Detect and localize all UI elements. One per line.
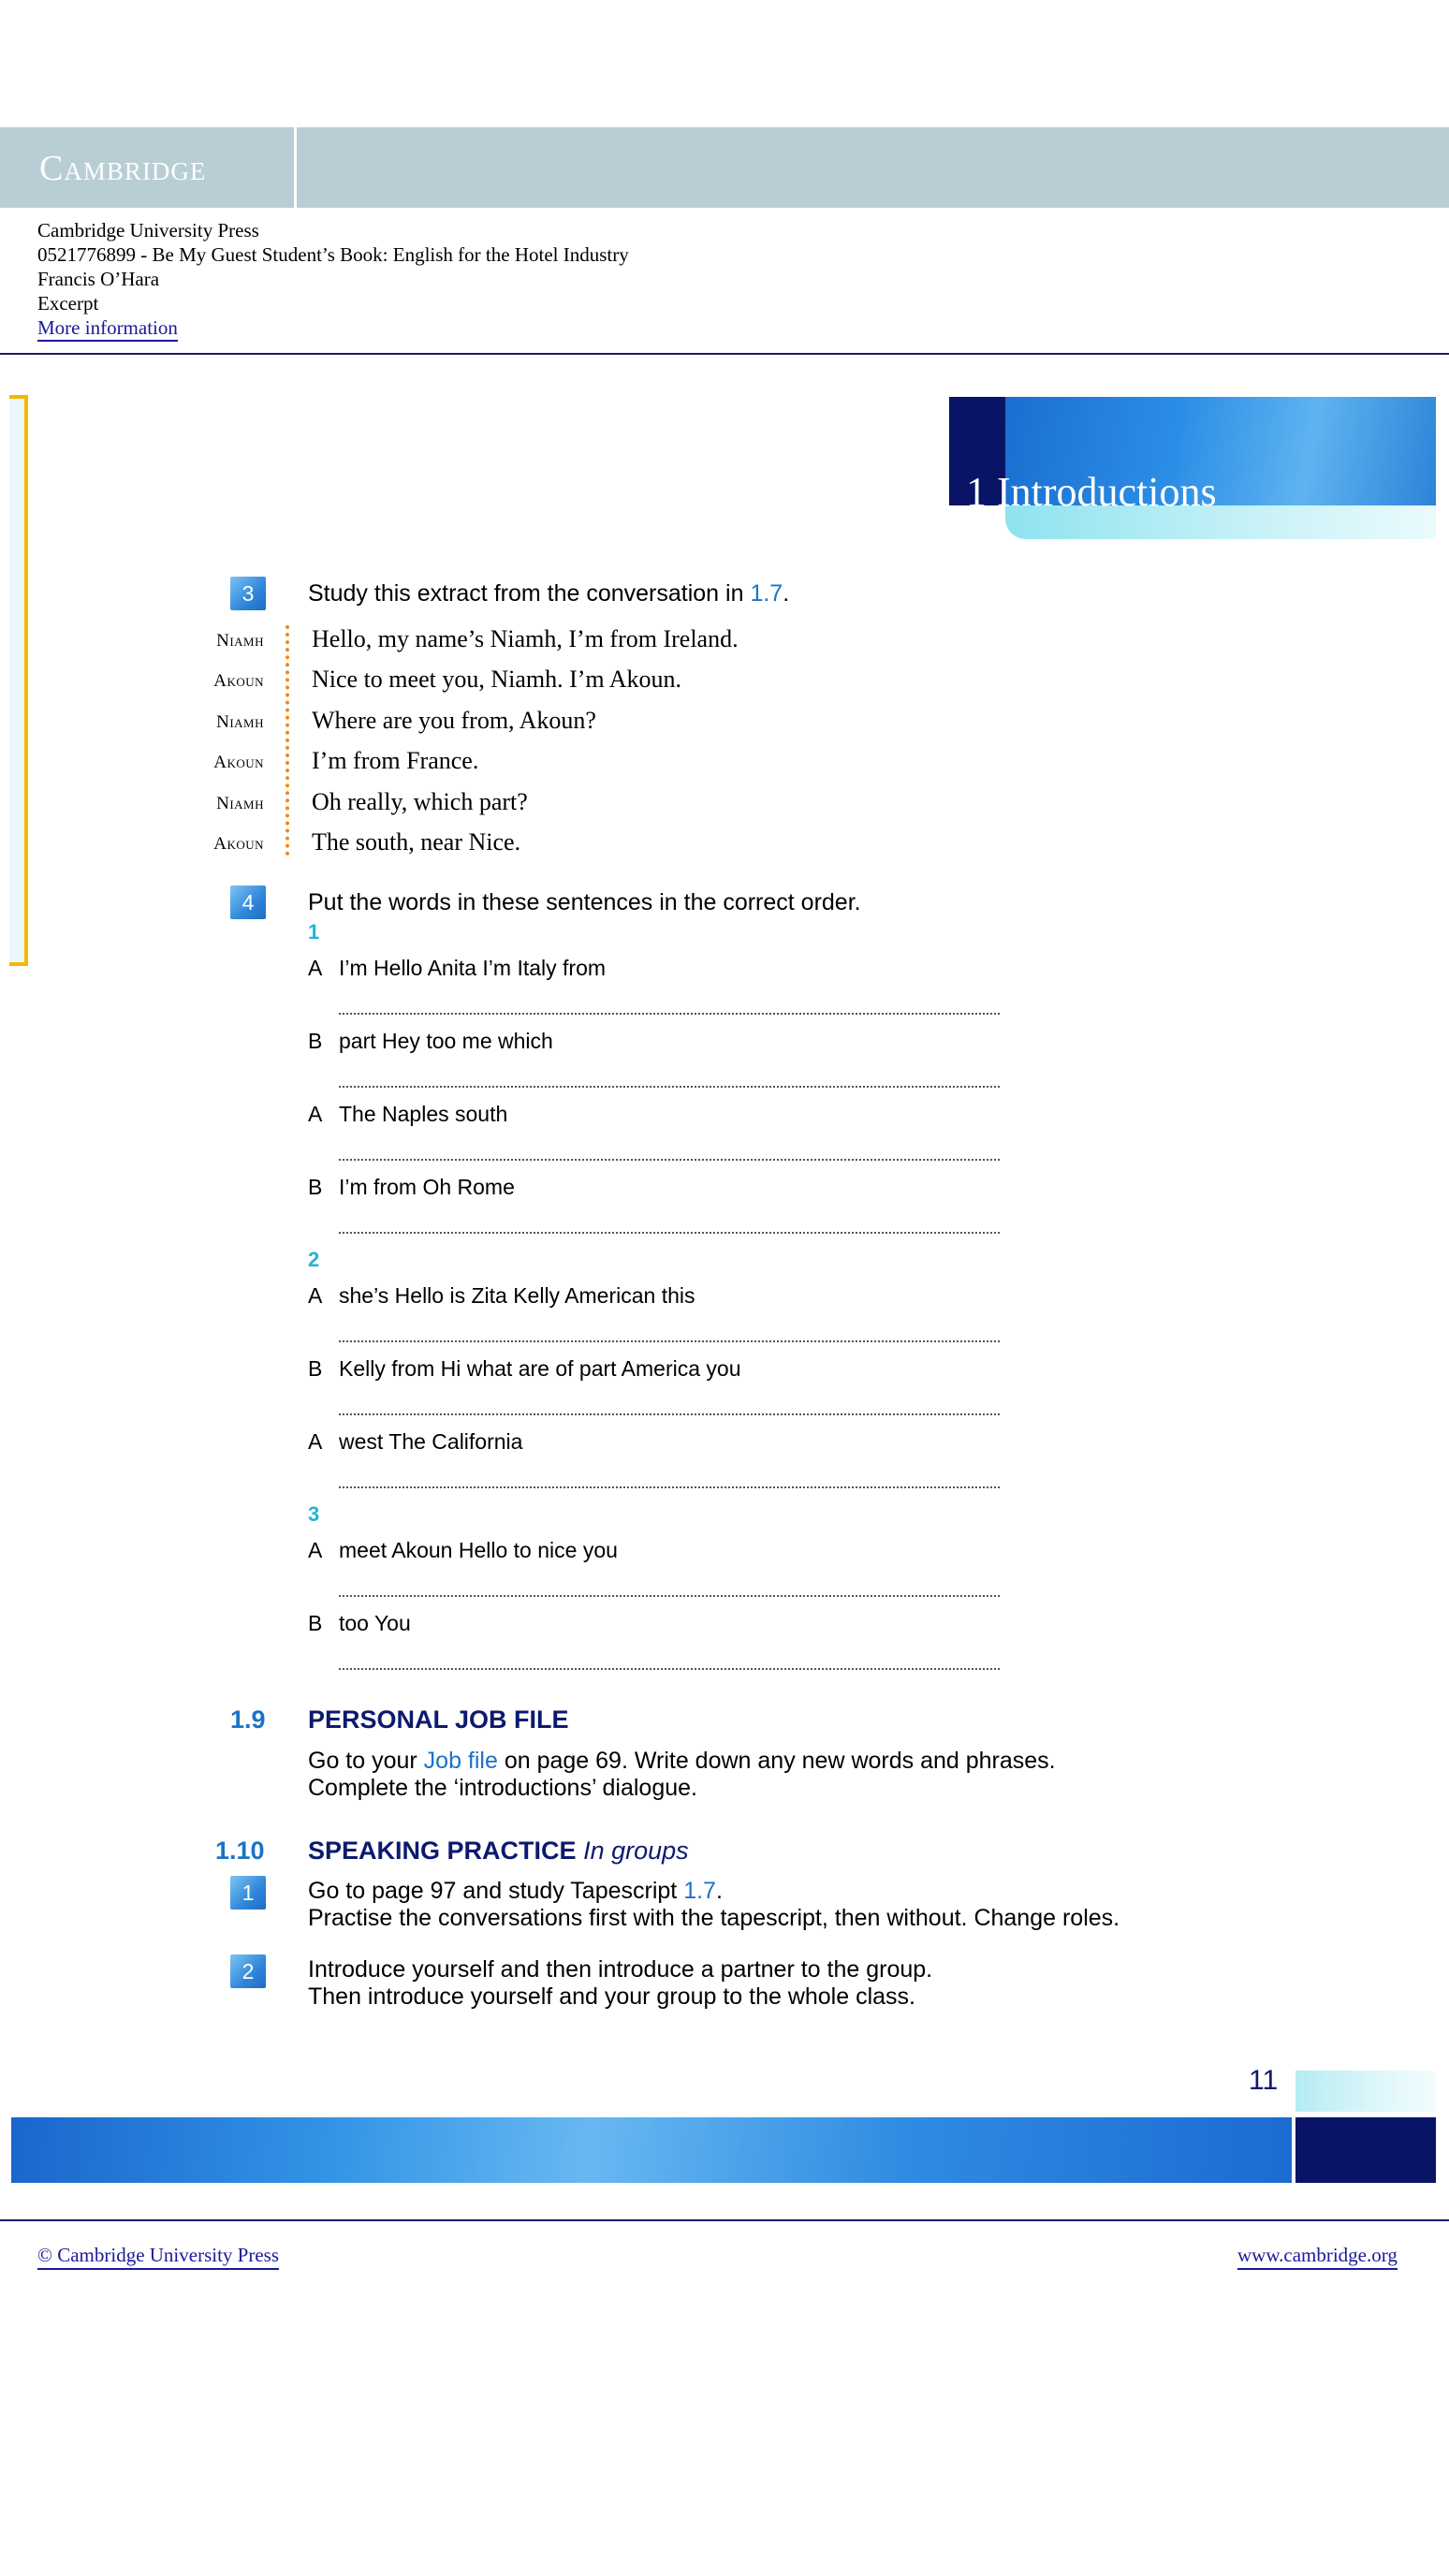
- copyright-link[interactable]: © Cambridge University Press: [37, 2244, 279, 2270]
- exercise-speaker: A: [308, 1283, 323, 1308]
- dialogue-line: Hello, my name’s Niamh, I’m from Ireland.: [312, 625, 739, 652]
- answer-line[interactable]: [339, 1413, 1000, 1415]
- section-1-10-number: 1.10: [215, 1837, 265, 1865]
- chapter-title: [966, 468, 1217, 517]
- answer-line[interactable]: [339, 1159, 1000, 1161]
- answer-line[interactable]: [339, 1232, 1000, 1234]
- dialogue-dotted-rule: [285, 625, 289, 856]
- exercise-speaker: A: [308, 956, 323, 980]
- sec19-text-post: on page 69. Write down any new words and phrases.: [497, 1748, 1056, 1774]
- dialogue-speaker: Niamh: [216, 712, 264, 732]
- dialogue-speaker: Akoun: [213, 834, 264, 854]
- author-name: Francis O’Hara: [37, 268, 160, 290]
- jumbled-sentence: I’m from Oh Rome: [339, 1175, 515, 1199]
- margin-bracket: [9, 395, 28, 966]
- sec110-item1-post: .: [715, 1878, 723, 1904]
- jumbled-sentence: part Hey too me which: [339, 1029, 553, 1053]
- dialogue-speaker: Niamh: [216, 794, 264, 813]
- speaking-item-1-text-line2: Practise the conversations first with the tapescript, then without. Change roles.: [308, 1905, 1120, 1931]
- dialogue-line: The south, near Nice.: [312, 828, 521, 856]
- exercise-speaker: A: [308, 1538, 323, 1562]
- jumbled-sentence: I’m Hello Anita I’m Italy from: [339, 956, 607, 980]
- ex3-reference-link[interactable]: 1.7: [750, 580, 783, 607]
- jumbled-sentence: Kelly from Hi what are of part America you: [339, 1356, 741, 1381]
- exercise-group-number: 2: [308, 1248, 320, 1271]
- speaking-item-2-badge: 2: [230, 1954, 266, 1988]
- book-isbn-title: 0521776899 - Be My Guest Student’s Book: English for the Hotel Industry: [37, 243, 629, 266]
- jumbled-sentence: meet Akoun Hello to nice you: [339, 1538, 618, 1562]
- section-1-9-text: [308, 1748, 1056, 1775]
- job-file-link[interactable]: Job file: [423, 1748, 498, 1774]
- exercise-speaker: B: [308, 1611, 323, 1635]
- answer-line[interactable]: [339, 1340, 1000, 1342]
- exercise-3-instruction: Study this extract from the conversation in 1.7.: [308, 580, 790, 607]
- sec110-item1-pre: Go to page 97 and study Tapescript: [308, 1878, 684, 1904]
- footer-blue-band: [11, 2117, 1292, 2183]
- brand-wordmark: Cambridge: [39, 149, 207, 188]
- answer-line[interactable]: [339, 1013, 1000, 1015]
- sec19-text-pre: Go to your: [308, 1748, 424, 1774]
- exercise-speaker: B: [308, 1029, 323, 1053]
- cambridge-logo: [39, 148, 206, 189]
- footer-navy-block: [1295, 2117, 1436, 2183]
- exercise-4-instruction: Put the words in these sentences in the correct order.: [308, 889, 861, 915]
- excerpt-label: Excerpt: [37, 292, 99, 315]
- speaking-item-2-text-line2: Then introduce yourself and your group to the whole class.: [308, 1983, 915, 2010]
- bottom-divider: [0, 2219, 1449, 2221]
- answer-line[interactable]: [339, 1486, 1000, 1488]
- speaking-item-1-text: [308, 1878, 723, 1905]
- chapter-number: 1: [966, 469, 987, 515]
- dialogue-line: Nice to meet you, Niamh. I’m Akoun.: [312, 666, 681, 693]
- dialogue-speaker: Niamh: [216, 631, 264, 651]
- exercise-speaker: B: [308, 1175, 323, 1199]
- exercise-3-instruction-text: Study this extract from the conversation in: [308, 580, 751, 607]
- exercise-group-number: 3: [308, 1502, 320, 1526]
- answer-line[interactable]: [339, 1668, 1000, 1670]
- page-number: 11: [1249, 2065, 1279, 2096]
- section-1-10-title: [308, 1837, 689, 1866]
- exercise-speaker: A: [308, 1429, 323, 1454]
- section-1-9-number: 1.9: [230, 1705, 266, 1734]
- dialogue-speaker: Akoun: [213, 753, 264, 772]
- dialogue-line: I’m from France.: [312, 747, 479, 774]
- banner-divider: [294, 127, 297, 208]
- footer-cyan-block: [1295, 2071, 1436, 2112]
- more-information-link[interactable]: More information: [37, 316, 178, 342]
- answer-line[interactable]: [339, 1595, 1000, 1597]
- jumbled-sentence: The Naples south: [339, 1102, 508, 1126]
- dialogue-speaker: Akoun: [213, 671, 264, 691]
- publisher-banner: [0, 127, 1449, 208]
- exercise-speaker: A: [308, 1102, 323, 1126]
- exercise-4-badge: 4: [230, 886, 266, 919]
- top-divider: [0, 353, 1449, 355]
- jumbled-sentence: too You: [339, 1611, 411, 1635]
- dialogue-line: Oh really, which part?: [312, 788, 528, 815]
- sec110-title-text: SPEAKING PRACTICE: [308, 1837, 577, 1865]
- sec110-subtitle: In groups: [583, 1837, 689, 1865]
- exercise-speaker: B: [308, 1356, 323, 1381]
- section-1-9-title: PERSONAL JOB FILE: [308, 1705, 569, 1734]
- section-1-9-text-line2: Complete the ‘introductions’ dialogue.: [308, 1775, 697, 1801]
- speaking-item-2-text: Introduce yourself and then introduce a partner to the group.: [308, 1956, 933, 1983]
- jumbled-sentence: she’s Hello is Zita Kelly American this: [339, 1283, 695, 1308]
- speaking-item-1-badge: 1: [230, 1876, 266, 1910]
- publisher-name: Cambridge University Press: [37, 219, 259, 242]
- chapter-name: Introductions: [997, 469, 1217, 515]
- answer-line[interactable]: [339, 1086, 1000, 1088]
- tapescript-reference-link[interactable]: 1.7: [683, 1878, 716, 1904]
- exercise-group-number: 1: [308, 920, 320, 944]
- dialogue-line: Where are you from, Akoun?: [312, 707, 596, 734]
- exercise-3-badge: 3: [230, 577, 266, 610]
- website-link[interactable]: www.cambridge.org: [1237, 2244, 1398, 2270]
- jumbled-sentence: west The California: [339, 1429, 523, 1454]
